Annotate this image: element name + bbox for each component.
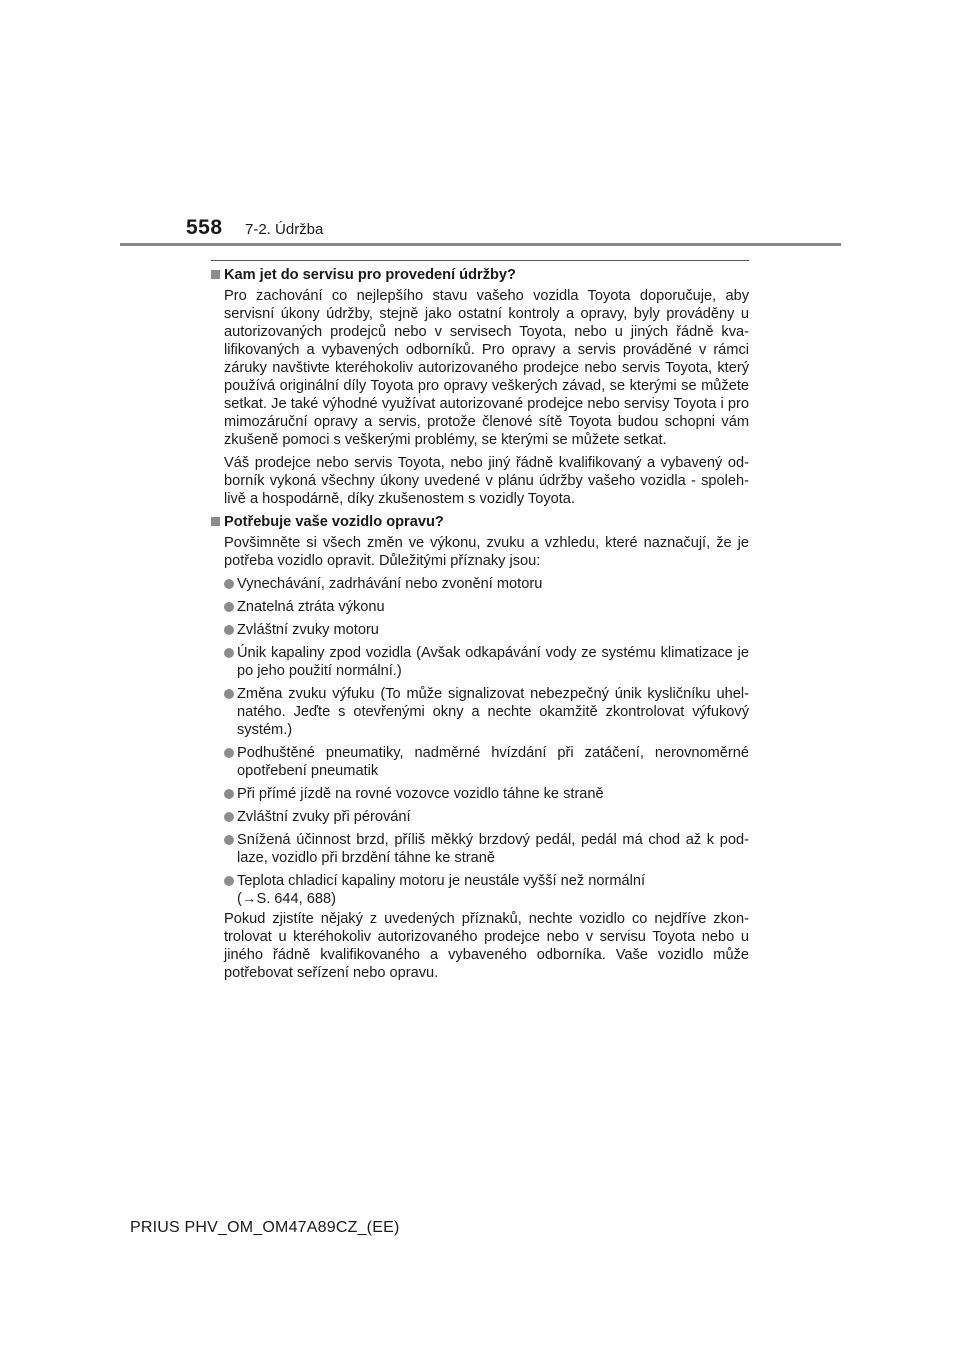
paragraph: Povšimněte si všech změn ve výkonu, zvuku a vzhledu, které naznačují, že je potřeba vozidlo opravit. Důležitými příznaky jsou: <box>224 535 749 569</box>
document-code: PRIUS PHV_OM_OM47A89CZ_(EE) <box>130 1219 400 1236</box>
square-bullet-icon <box>211 270 220 279</box>
section-title: 7-2. Údržba <box>245 221 324 238</box>
round-bullet-icon <box>224 579 234 589</box>
list-item: Znatelná ztráta výkonu <box>237 598 749 616</box>
round-bullet-icon <box>224 876 234 886</box>
list-item: Únik kapaliny zpod vozidla (Avšak odkapávání vody ze systému klimatizace je po jeho použití normální.) <box>237 644 749 680</box>
closing-paragraph: Pokud zjistíte nějaký z uvedených příznaků, nechte vozidlo co nejdříve zkon-trolovat u kteréhokoliv autorizovaného prodejce nebo v servisu Toyota nebo u jiného řádně kvalifikovaného a vybaveného odborníka. Vaše vozidlo může potřebovat seřízení nebo opravu. <box>224 911 749 981</box>
section-heading-service-location <box>211 266 749 284</box>
page-content <box>211 266 749 987</box>
list-item: Při přímé jízdě na rovné vozovce vozidlo táhne ke straně <box>237 785 749 803</box>
round-bullet-icon <box>224 789 234 799</box>
round-bullet-icon <box>224 748 234 758</box>
round-bullet-icon <box>224 648 234 658</box>
symptom-list <box>211 575 749 908</box>
content-rule <box>211 260 749 261</box>
paragraph: Váš prodejce nebo servis Toyota, nebo jiný řádně kvalifikovaný a vybavený od-borník vykoná všechny úkony uvedené v plánu údržby vašeho vozidla - spoleh-livě a hospodárně, díky zkušenostem s vozidly Toyota. <box>224 455 749 507</box>
list-item: Změna zvuku výfuku (To může signalizovat nebezpečný únik kysličníku uhel-natého. Jeďte s otevřenými okny a nechte okamžitě zkontrolovat výfukový systém.) <box>237 685 749 739</box>
page-reference: (→S. 644, 688) <box>237 891 336 907</box>
round-bullet-icon <box>224 689 234 699</box>
list-item: Teplota chladicí kapaliny motoru je neustále vyšší než normální (→S. 644, 688) <box>237 872 749 908</box>
square-bullet-icon <box>211 517 220 526</box>
list-item: Snížená účinnost brzd, příliš měkký brzdový pedál, pedál má chod až k pod-laze, vozidlo při brzdění táhne ke straně <box>237 831 749 867</box>
round-bullet-icon <box>224 602 234 612</box>
page-number: 558 <box>186 216 223 239</box>
list-item: Podhuštěné pneumatiky, nadměrné hvízdání při zatáčení, nerovnoměrné opotřebení pneumatik <box>237 744 749 780</box>
list-item: Zvláštní zvuky motoru <box>237 621 749 639</box>
round-bullet-icon <box>224 835 234 845</box>
paragraph: Pro zachování co nejlepšího stavu vašeho vozidla Toyota doporučuje, aby servisní úkony údržby, stejně jako ostatní kontroly a opravy, byly prováděny u autorizovaných prodejců nebo v servisech Toyota, nebo u jiných řádně kva-lifikovaných a vybavených odborníků. Pro opravy a servis prováděné v rámci záruky navštivte kteréhokoliv autorizovaného prodejce nebo servis Toyota, který používá originální díly Toyota pro opravy veškerých závad, se kterými se můžete setkat. Je také výhodné využívat autorizované prodejce nebo servisy Toyota i pro mimozáruční opravy a servis, protože členové sítě Toyota budou schopni vám zkušeně pomoci s veškerými problémy, se kterými se můžete setkat. <box>224 288 749 448</box>
list-item: Vynechávání, zadrhávání nebo zvonění motoru <box>237 575 749 593</box>
heading-text: Kam jet do servisu pro provedení údržby? <box>224 267 516 283</box>
header-rule <box>120 243 841 246</box>
round-bullet-icon <box>224 625 234 635</box>
round-bullet-icon <box>224 812 234 822</box>
section-heading-repair-needed <box>211 513 749 531</box>
heading-text: Potřebuje vaše vozidlo opravu? <box>224 514 444 530</box>
list-item: Zvláštní zvuky při pérování <box>237 808 749 826</box>
